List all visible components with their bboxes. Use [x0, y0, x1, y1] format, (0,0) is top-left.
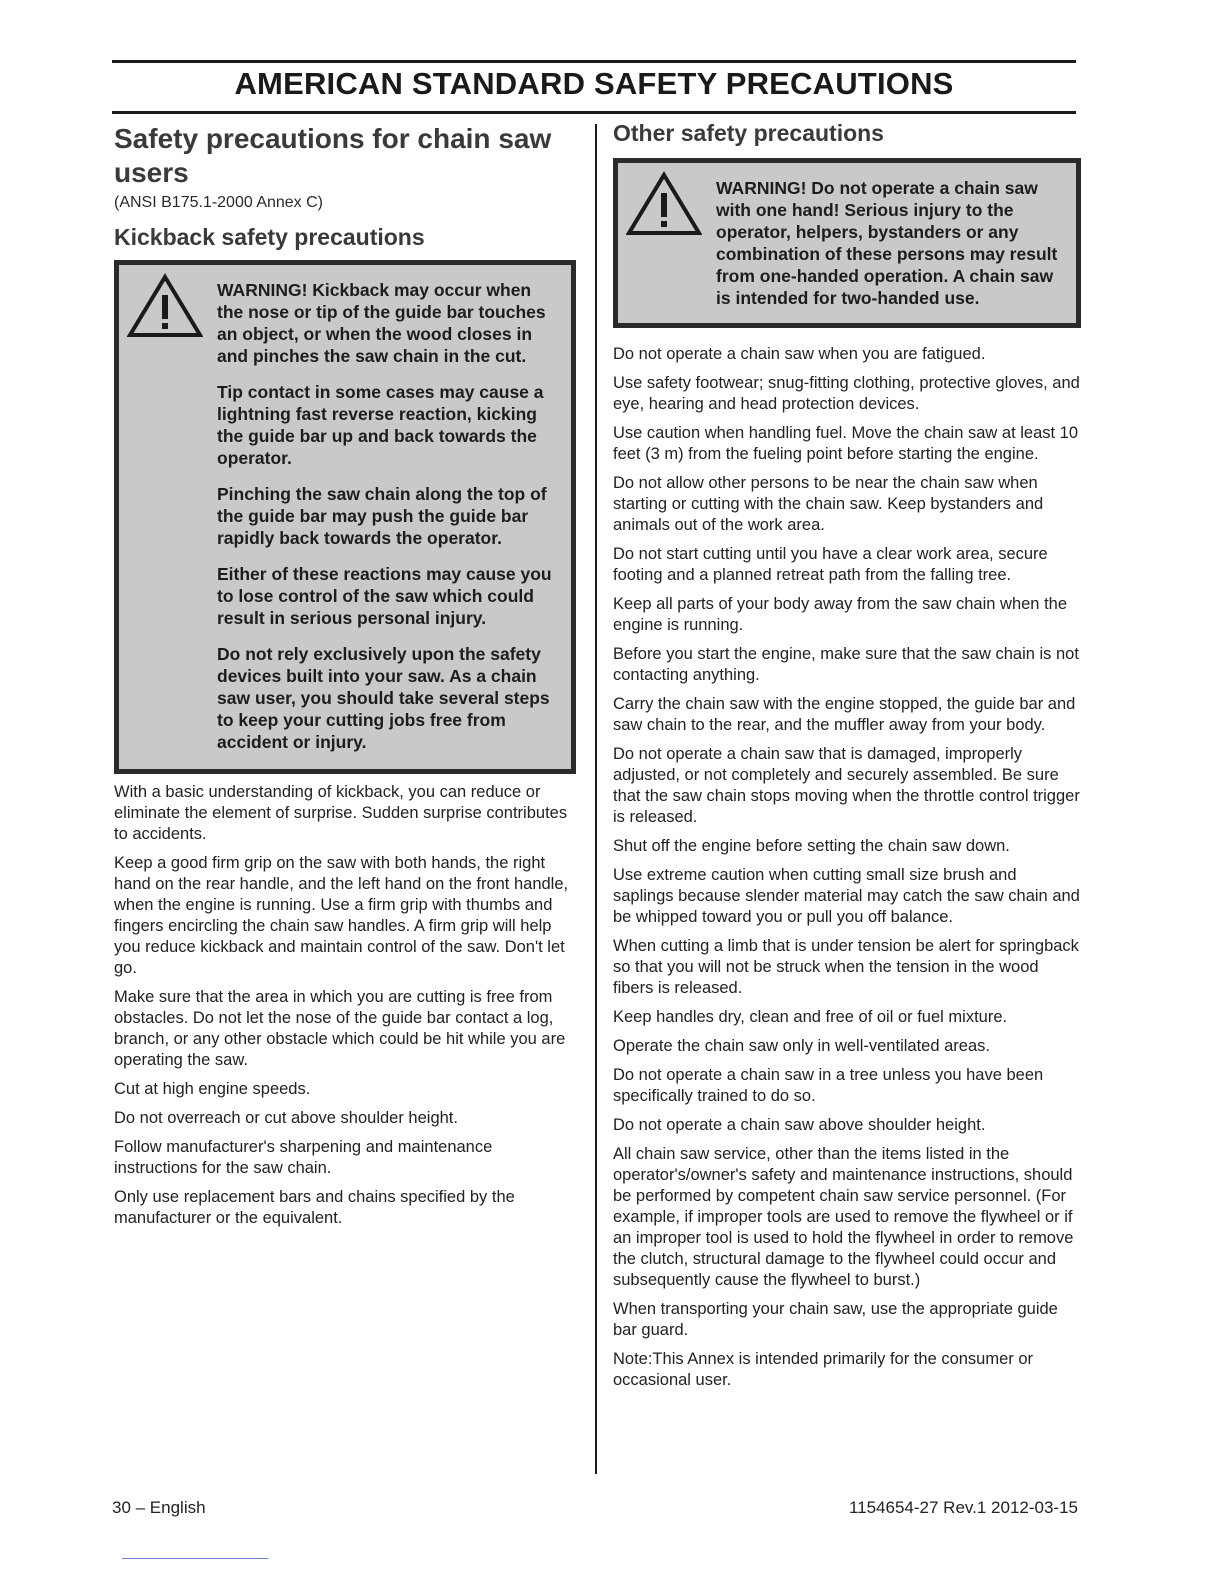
- body-paragraph: Keep all parts of your body away from the saw chain when the engine is running.: [613, 595, 1067, 634]
- body-paragraph: Make sure that the area in which you are cutting is free from obstacles. Do not let the nose of the guide bar contact a log, branch, or any other obstacle which could be hit while you are operating the saw.: [114, 988, 566, 1069]
- body-paragraph: When cutting a limb that is under tension be alert for springback so that you will not be struck when the tension in the wood fibers is released.: [613, 937, 1079, 997]
- body-paragraph: Do not operate a chain saw above shoulder height.: [613, 1116, 986, 1134]
- subsection-title: Kickback safety precautions: [114, 224, 425, 250]
- body-paragraph: Note:This Annex is intended primarily for the consumer or occasional user.: [613, 1350, 1034, 1389]
- body-paragraph: Use extreme caution when cutting small size brush and saplings because slender material may catch the saw chain and be whipped toward you or pull you off balance.: [613, 866, 1080, 926]
- page-number: 30 – English: [112, 1498, 206, 1517]
- warning-text: [716, 177, 1064, 309]
- body-paragraph: Use safety footwear; snug-fitting clothing, protective gloves, and eye, hearing and head protection devices.: [613, 374, 1080, 413]
- page-title: AMERICAN STANDARD SAFETY PRECAUTIONS: [234, 66, 954, 101]
- body-paragraph: Keep handles dry, clean and free of oil or fuel mixture.: [613, 1008, 1008, 1026]
- header-rule-bottom: [112, 111, 1076, 114]
- warning-paragraph: Pinching the saw chain along the top of the guide bar may push the guide bar rapidly back towards the operator.: [217, 484, 547, 548]
- body-paragraph: With a basic understanding of kickback, you can reduce or eliminate the element of surprise. Sudden surprise contributes to accidents.: [114, 783, 568, 843]
- header-rule-top: [112, 60, 1076, 63]
- section-title: Other safety precautions: [613, 120, 884, 146]
- body-paragraph: Operate the chain saw only in well-ventilated areas.: [613, 1037, 990, 1055]
- body-paragraph: When transporting your chain saw, use the appropriate guide bar guard.: [613, 1300, 1058, 1339]
- document-id: 1154654-27 Rev.1 2012-03-15: [848, 1498, 1078, 1517]
- left-column: [114, 118, 576, 1237]
- warning-paragraph: WARNING! Kickback may occur when the nose or tip of the guide bar touches an object, or when the wood closes in and pinches the saw chain in the cut.: [217, 280, 546, 366]
- warning-text: [217, 279, 559, 753]
- ansi-reference: (ANSI B175.1-2000 Annex C): [114, 194, 324, 211]
- warning-paragraph: Tip contact in some cases may cause a lightning fast reverse reaction, kicking the guide bar up and back towards the operator.: [217, 382, 544, 468]
- warning-triangle-icon: [626, 171, 702, 237]
- kickback-warning-box: [114, 260, 576, 774]
- body-paragraph: Follow manufacturer's sharpening and maintenance instructions for the saw chain.: [114, 1138, 493, 1177]
- body-paragraph: Do not operate a chain saw that is damaged, improperly adjusted, or not completely and securely assembled. Be sure that the saw chain stops moving when the throttle control trigger is released.: [613, 745, 1080, 826]
- body-paragraph: All chain saw service, other than the items listed in the operator's/owner's safety and maintenance instructions, should be performed by competent chain saw service personnel. (For example, if improper tools are used to remove the flywheel or if an improper tool is used to hold the flywheel in order to remove the clutch, structural damage to the flywheel could occur and subsequently cause the flywheel to burst.): [613, 1145, 1074, 1289]
- warning-paragraph: Do not rely exclusively upon the safety devices built into your saw. As a chain saw user, you should take several steps to keep your cutting jobs free from accident or injury.: [217, 644, 550, 752]
- footer-link-underline: [122, 1558, 268, 1559]
- body-paragraph: Keep a good firm grip on the saw with both hands, the right hand on the rear handle, and the left hand on the front handle, when the engine is running. Use a firm grip with thumbs and fingers encircling the chain saw handles. A firm grip will help you reduce kickback and maintain control of the saw. Don't let go.: [114, 854, 569, 977]
- one-hand-warning-box: [613, 158, 1081, 328]
- body-paragraph: Do not operate a chain saw in a tree unless you have been specifically trained to do so.: [613, 1066, 1044, 1105]
- section-title: Safety precautions for chain saw users: [114, 123, 552, 188]
- body-paragraph: Carry the chain saw with the engine stopped, the guide bar and saw chain to the rear, and the muffler away from your body.: [613, 695, 1076, 734]
- body-paragraph: Do not allow other persons to be near the chain saw when starting or cutting with the chain saw. Keep bystanders and animals out of the work area.: [613, 474, 1044, 534]
- right-column: [613, 118, 1081, 1399]
- body-paragraph: Use caution when handling fuel. Move the chain saw at least 10 feet (3 m) from the fueling point before starting the engine.: [613, 424, 1079, 463]
- warning-triangle-icon: [127, 273, 203, 339]
- column-divider: [595, 124, 597, 1474]
- body-paragraph: Do not start cutting until you have a clear work area, secure footing and a planned retreat path from the falling tree.: [613, 545, 1048, 584]
- warning-paragraph: Either of these reactions may cause you to lose control of the saw which could result in serious personal injury.: [217, 564, 552, 628]
- body-paragraph: Cut at high engine speeds.: [114, 1080, 311, 1098]
- body-paragraph: Do not overreach or cut above shoulder height.: [114, 1109, 458, 1127]
- warning-paragraph: WARNING! Do not operate a chain saw with one hand! Serious injury to the operator, helpers, bystanders or any combination of these persons may result from one-handed operation. A chain saw is intended for two-handed use.: [716, 178, 1058, 308]
- body-paragraph: Before you start the engine, make sure that the saw chain is not contacting anything.: [613, 645, 1079, 684]
- body-paragraph: Shut off the engine before setting the chain saw down.: [613, 837, 1010, 855]
- body-paragraph: Do not operate a chain saw when you are fatigued.: [613, 345, 986, 363]
- body-paragraph: Only use replacement bars and chains specified by the manufacturer or the equivalent.: [114, 1188, 515, 1227]
